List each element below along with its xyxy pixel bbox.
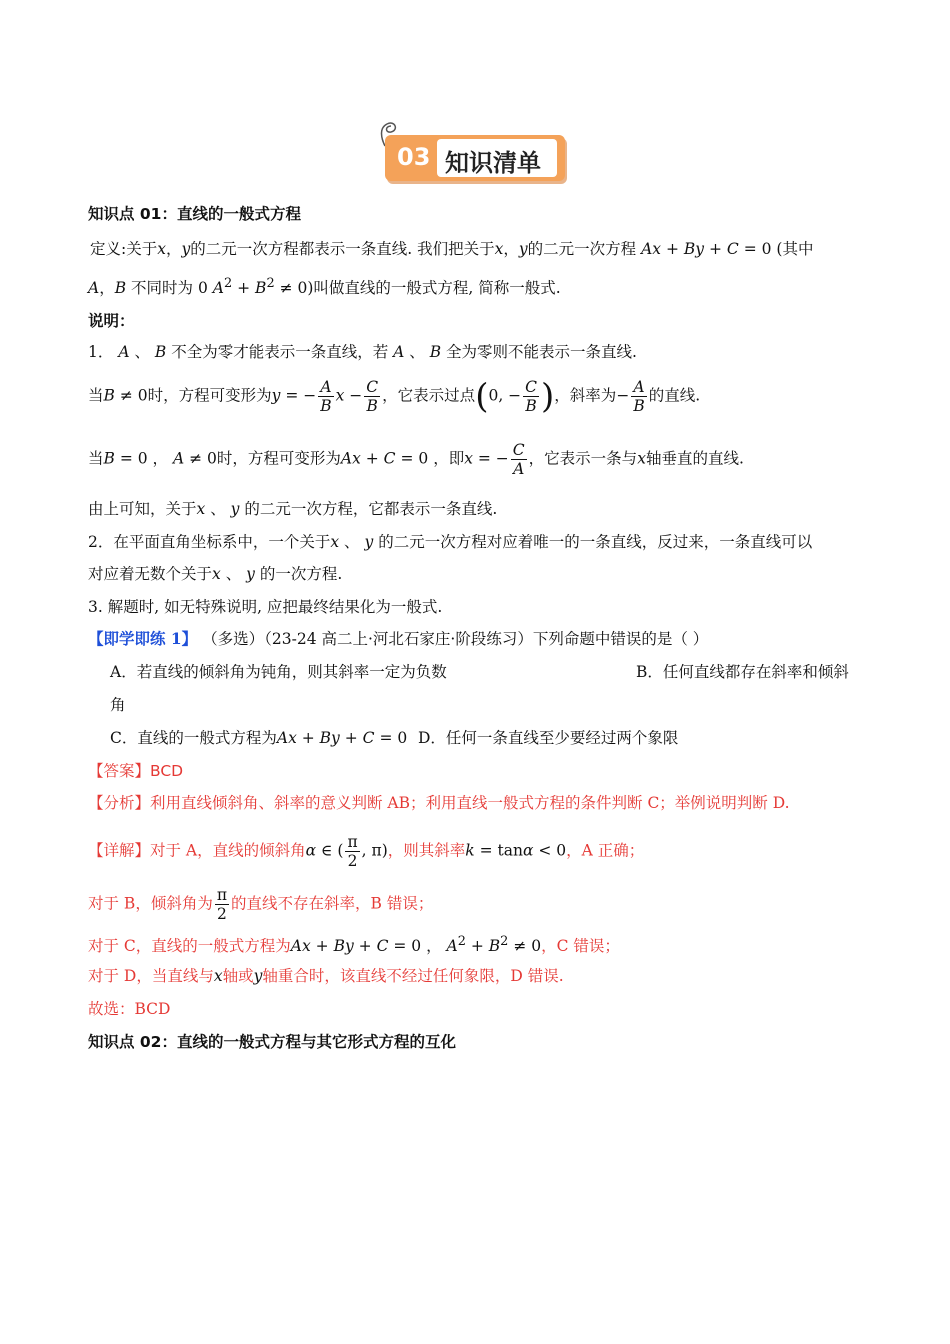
definition-line-1: 定义:关于x，y的二元一次方程都表示一条直线. 我们把关于x，y的二元一次方程 Ax + By + C = 0 (其中 xyxy=(90,240,814,258)
choose: 故选：BCD xyxy=(88,1000,171,1018)
option-b-wrap: 角 xyxy=(110,696,126,714)
detail-b: 对于 B，倾斜角为 $\frac{\pi}{2}$ 的直线不存在斜率，B 错误； xyxy=(88,886,434,923)
note-title: 说明： xyxy=(88,312,135,330)
case-b-zero: 当B = 0 ， A ≠ 0时，方程可变形为Ax + C = 0 ，即x = − $\frac{C}{A}$ ，它表示一条与x轴垂直的直线. xyxy=(88,441,744,478)
note-1: 1． A 、 B 不全为零才能表示一条直线，若 A 、 B 全为零则不能表示一条直线. xyxy=(88,343,637,361)
detail-c: 对于 C，直线的一般式方程为Ax + By + C = 0 ， $A^2 + B^2 \ne 0$，C 错误； xyxy=(88,934,620,956)
detail-d: 对于 D，当直线与x轴或y轴重合时，该直线不经过任何象限，D 错误. xyxy=(88,967,564,985)
note-2-line-1: 2．在平面直角坐标系中，一个关于x 、 y 的二元一次方程对应着唯一的一条直线，反过来，一条直线可以 xyxy=(88,533,813,551)
option-c: C．直线的一般式方程为Ax + By + C = 0 xyxy=(110,729,408,747)
option-a: A．若直线的倾斜角为钝角，则其斜率一定为负数 xyxy=(110,663,447,681)
kp1-title: 知识点 01：直线的一般式方程 xyxy=(88,205,301,223)
conclusion: 由上可知，关于x 、 y 的二元一次方程，它都表示一条直线. xyxy=(88,500,498,518)
exercise-header: 【即学即练 1】 （多选）（23-24 高二上·河北石家庄·阶段练习）下列命题中错误的是（ ） xyxy=(88,629,709,648)
kp2-title: 知识点 02：直线的一般式方程与其它形式方程的互化 xyxy=(88,1033,456,1051)
section-title: 知识清单 xyxy=(445,149,541,177)
note-2-line-2: 对应着无数个关于x 、 y 的一次方程. xyxy=(88,565,343,583)
definition-line-2: A，B 不同时为 0 $A^2 + B^2 \ne 0$)叫做直线的一般式方程, 简称一般式. xyxy=(88,276,561,298)
case-b-nonzero: 当B ≠ 0时，方程可变形为y = − $\frac{A}{B}$ x − $\frac{C}{B}$ ，它表示过点(0, − $\frac{C}{B}$ )，斜率为− $\frac{A}{B}$ 的直线. xyxy=(88,376,701,417)
note-3: 3. 解题时, 如无特殊说明, 应把最终结果化为一般式. xyxy=(88,598,443,616)
section-number: 03 xyxy=(397,143,431,171)
section-badge xyxy=(385,135,565,181)
analysis: 【分析】利用直线倾斜角、斜率的意义判断 AB；利用直线一般式方程的条件判断 C；举例说明判断 D. xyxy=(88,794,790,812)
answer: 【答案】BCD xyxy=(88,762,184,780)
option-d: D．任何一条直线至少要经过两个象限 xyxy=(418,729,679,747)
option-b: B．任何直线都存在斜率和倾斜 xyxy=(636,663,849,681)
detail-a: 【详解】对于 A，直线的倾斜角α ∈ ( $\frac{\pi}{2}$ , π)，则其斜率k = tanα < 0，A 正确； xyxy=(88,833,645,870)
